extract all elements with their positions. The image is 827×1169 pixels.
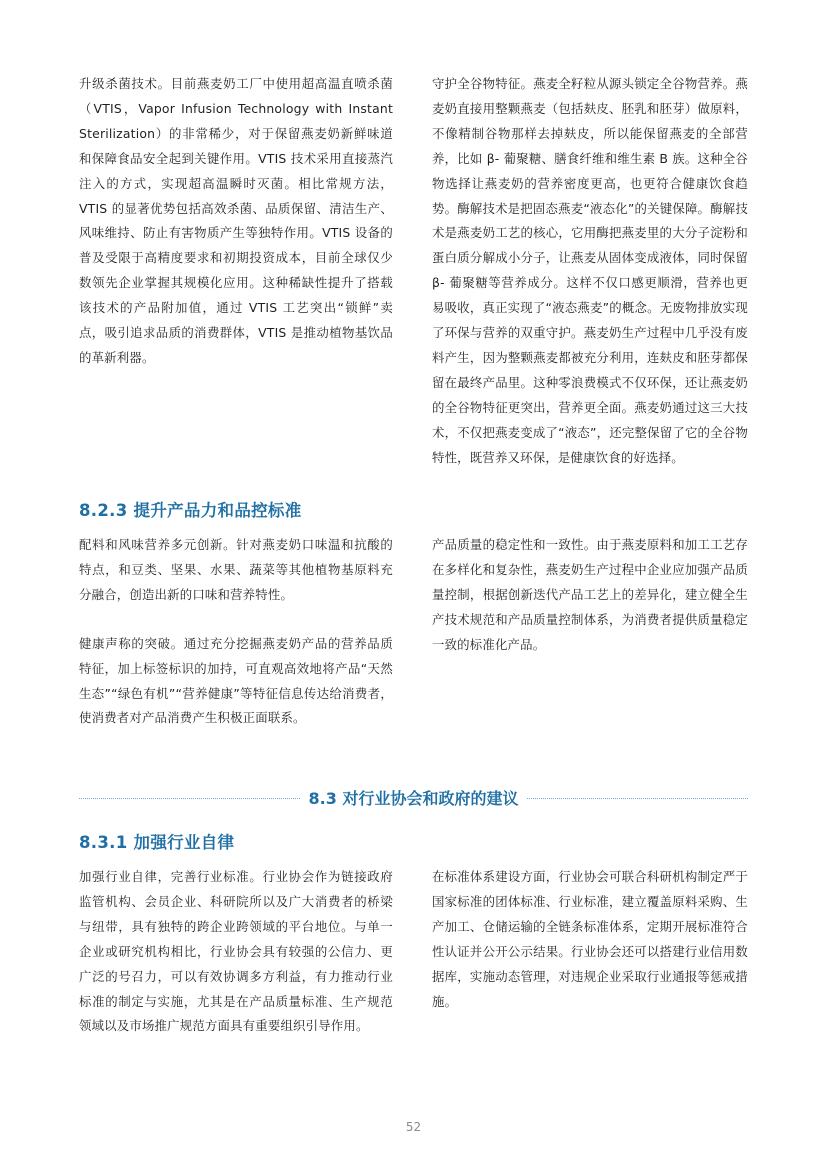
health-claim-text: 健康声称的突破。通过充分挖掘燕麦奶产品的营养品质特征，加上标签标识的加持，可直观高效地将产品“天然生态”“绿色有机”“营养健康”等特征信息传达给消费者，使消费者对产品消费产生积极正面联系。: [79, 635, 393, 726]
flavor-innovation-text: 配料和风味营养多元创新。针对燕麦奶口味温和抗酸的特点，和豆类、坚果、水果、蔬菜等其他植物基原料充分融合，创造出新的口味和营养特性。: [79, 537, 393, 602]
vtis-text: 升级杀菌技术。目前燕麦奶工厂中使用超高温直喷杀菌（VTIS，Vapor Infusion Technology with Instant Sterilization）的非常稀少，对于保留燕麦奶新鲜味道和保障食品安全起到关键作用。VTIS 技术采用直接蒸汽注入的方式，实现超高温瞬时灭菌。相比常规方法，VTIS 的显著优势包括高效杀菌、品质保留、清洁生产、风味维持、防止有害物质产生等独特作用。VTIS 设备的普及受限于高精度要求和初期投资成本，目前全球仅少数领先企业掌握其规模化应用。这种稀缺性提升了搭载该技术的产品附加值，通过 VTIS 工艺突出“锁鲜”卖点，吸引追求品质的消费群体，VTIS 是推动植物基饮品的革新利器。: [79, 76, 393, 365]
whole-grain-text: 守护全谷物特征。燕麦全籽粒从源头锁定全谷物营养。燕麦奶直接用整颗燕麦（包括麸皮、胚乳和胚芽）做原料，不像精制谷物那样去掉麸皮，所以能保留燕麦的全部营养，比如 β- 葡聚糖、膳食纤维和维生素 B 族。这种全谷物选择让燕麦奶的营养密度更高，也更符合健康饮食趋势。酶解技术是把固态燕麦“液态化”的关键保障。酶解技术是燕麦奶工艺的核心，它用酶把燕麦里的大分子淀粉和蛋白质分解成小分子，让燕麦从固体变成液体，同时保留 β- 葡聚糖等营养成分。这样不仅口感更顺滑，营养也更易吸收，真正实现了“液态燕麦”的概念。无废物排放实现了环保与营养的双重守护。燕麦奶生产过程中几乎没有废料产生，因为整颗燕麦都被充分利用，连麸皮和胚芽都保留在最终产品里。这种零浪费模式不仅环保，还让燕麦奶的全谷物特征更突出，营养更全面。燕麦奶通过这三大技术，不仅把燕麦变成了“液态”，还完整保留了它的全谷物特性，既营养又环保，是健康饮食的好选择。: [432, 76, 748, 465]
standard-system-text: 在标准体系建设方面，行业协会可联合科研机构制定严于国家标准的团体标准、行业标准，建立覆盖原料采购、生产加工、仓储运输的全链条标准体系，定期开展标准符合性认证并公开公示结果。行业协会还可以搭建行业信用数据库，实施动态管理，对违规企业采取行业通报等惩戒措施。: [432, 869, 748, 1009]
section-831-right-column: [432, 865, 748, 1014]
page-number: 52: [405, 1120, 422, 1134]
section-823-heading: 8.2.3 提升产品力和品控标准: [79, 501, 302, 520]
section-831-left-column: [79, 865, 393, 1039]
vtis-paragraph: [79, 72, 393, 371]
self-discipline-text: 加强行业自律，完善行业标准。行业协会作为链接政府监管机构、会员企业、科研院所以及广大消费者的桥梁与纽带，具有独特的跨企业跨领域的平台地位。与单一企业或研究机构相比，行业协会具有较强的公信力、更广泛的号召力，可以有效协调多方利益，有力推动行业标准的制定与实施，尤其是在产品质量标准、生产规范领域以及市场推广规范方面具有重要组织引导作用。: [79, 869, 393, 1034]
quality-stability-text: 产品质量的稳定性和一致性。由于燕麦原料和加工工艺存在多样化和复杂性，燕麦奶生产过程中企业应加强产品质量控制，根据创新迭代产品工艺上的差异化，建立健全生产技术规范和产品质量控制体系，为消费者提供质量稳定一致的标准化产品。: [432, 537, 748, 652]
section-831-heading: 8.3.1 加强行业自律: [79, 833, 235, 852]
section-83-divider: [79, 788, 748, 808]
section-83-title: 8.3 对行业协会和政府的建议: [301, 786, 527, 809]
whole-grain-paragraph: [432, 72, 748, 471]
section-823-right-column: [432, 533, 748, 658]
section-823-left-column: [79, 533, 393, 731]
